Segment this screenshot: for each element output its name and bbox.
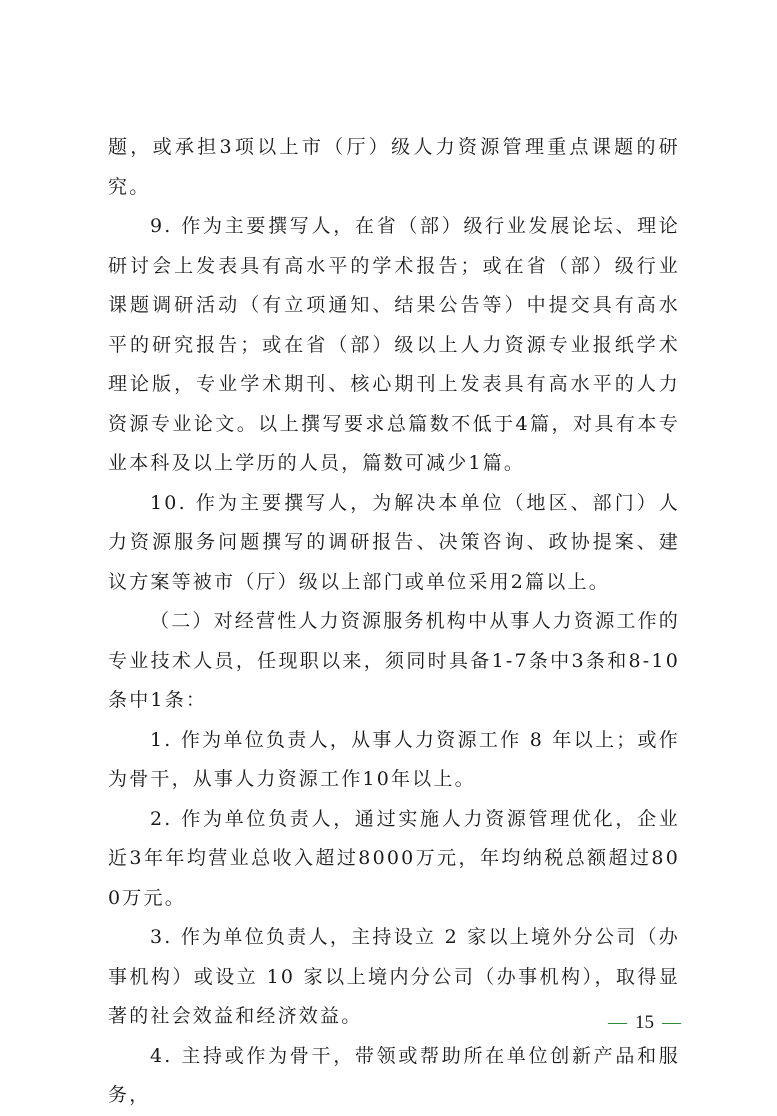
paragraph-item-2: 2. 作为单位负责人，通过实施人力资源管理优化，企业近3年年均营业总收入超过8000万元，年均纳税总额超过800万元。 — [108, 807, 680, 909]
page-number-dash-left: — — [608, 1012, 627, 1033]
paragraph-item-1: 1. 作为单位负责人，从事人力资源工作 8 年以上；或作为骨干，从事人力资源工作10年以上。 — [108, 728, 680, 790]
paragraph-continuation: 题，或承担3项以上市（厅）级人力资源管理重点课题的研究。 — [108, 136, 680, 198]
page-number: 15 — [635, 1012, 654, 1033]
paragraph-item-9: 9. 作为主要撰写人，在省（部）级行业发展论坛、理论研讨会上发表具有高水平的学术报告；或在省（部）级行业课题调研活动（有立项通知、结果公告等）中提交具有高水平的研究报告；或在省（部）级以上人力资源专业报纸学术理论版，专业学术期刊、核心期刊上发表具有高水平的人力资源专业论文。以上撰写要求总篇数不低于4篇，对具有本专业本科及以上学历的人员，篇数可减少1篇。 — [108, 215, 680, 474]
document-body — [108, 128, 680, 1116]
paragraph-item-4: 4. 主持或作为骨干，带领或帮助所在单位创新产品和服务， — [108, 1044, 680, 1106]
paragraph-section-2: （二）对经营性人力资源服务机构中从事人力资源工作的专业技术人员，任现职以来，须同时具备1-7条中3条和8-10条中1条： — [108, 610, 681, 711]
paragraph-item-10: 10. 作为主要撰写人，为解决本单位（地区、部门）人力资源服务问题撰写的调研报告、决策咨询、政协提案、建议方案等被市（厅）级以上部门或单位采用2篇以上。 — [108, 491, 680, 593]
page-number-dash-right: — — [662, 1012, 681, 1033]
page-number-footer — [608, 1012, 681, 1034]
paragraph-item-3: 3. 作为单位负责人，主持设立 2 家以上境外分公司（办事机构）或设立 10 家以上境内分公司（办事机构），取得显著的社会效益和经济效益。 — [108, 926, 680, 1027]
